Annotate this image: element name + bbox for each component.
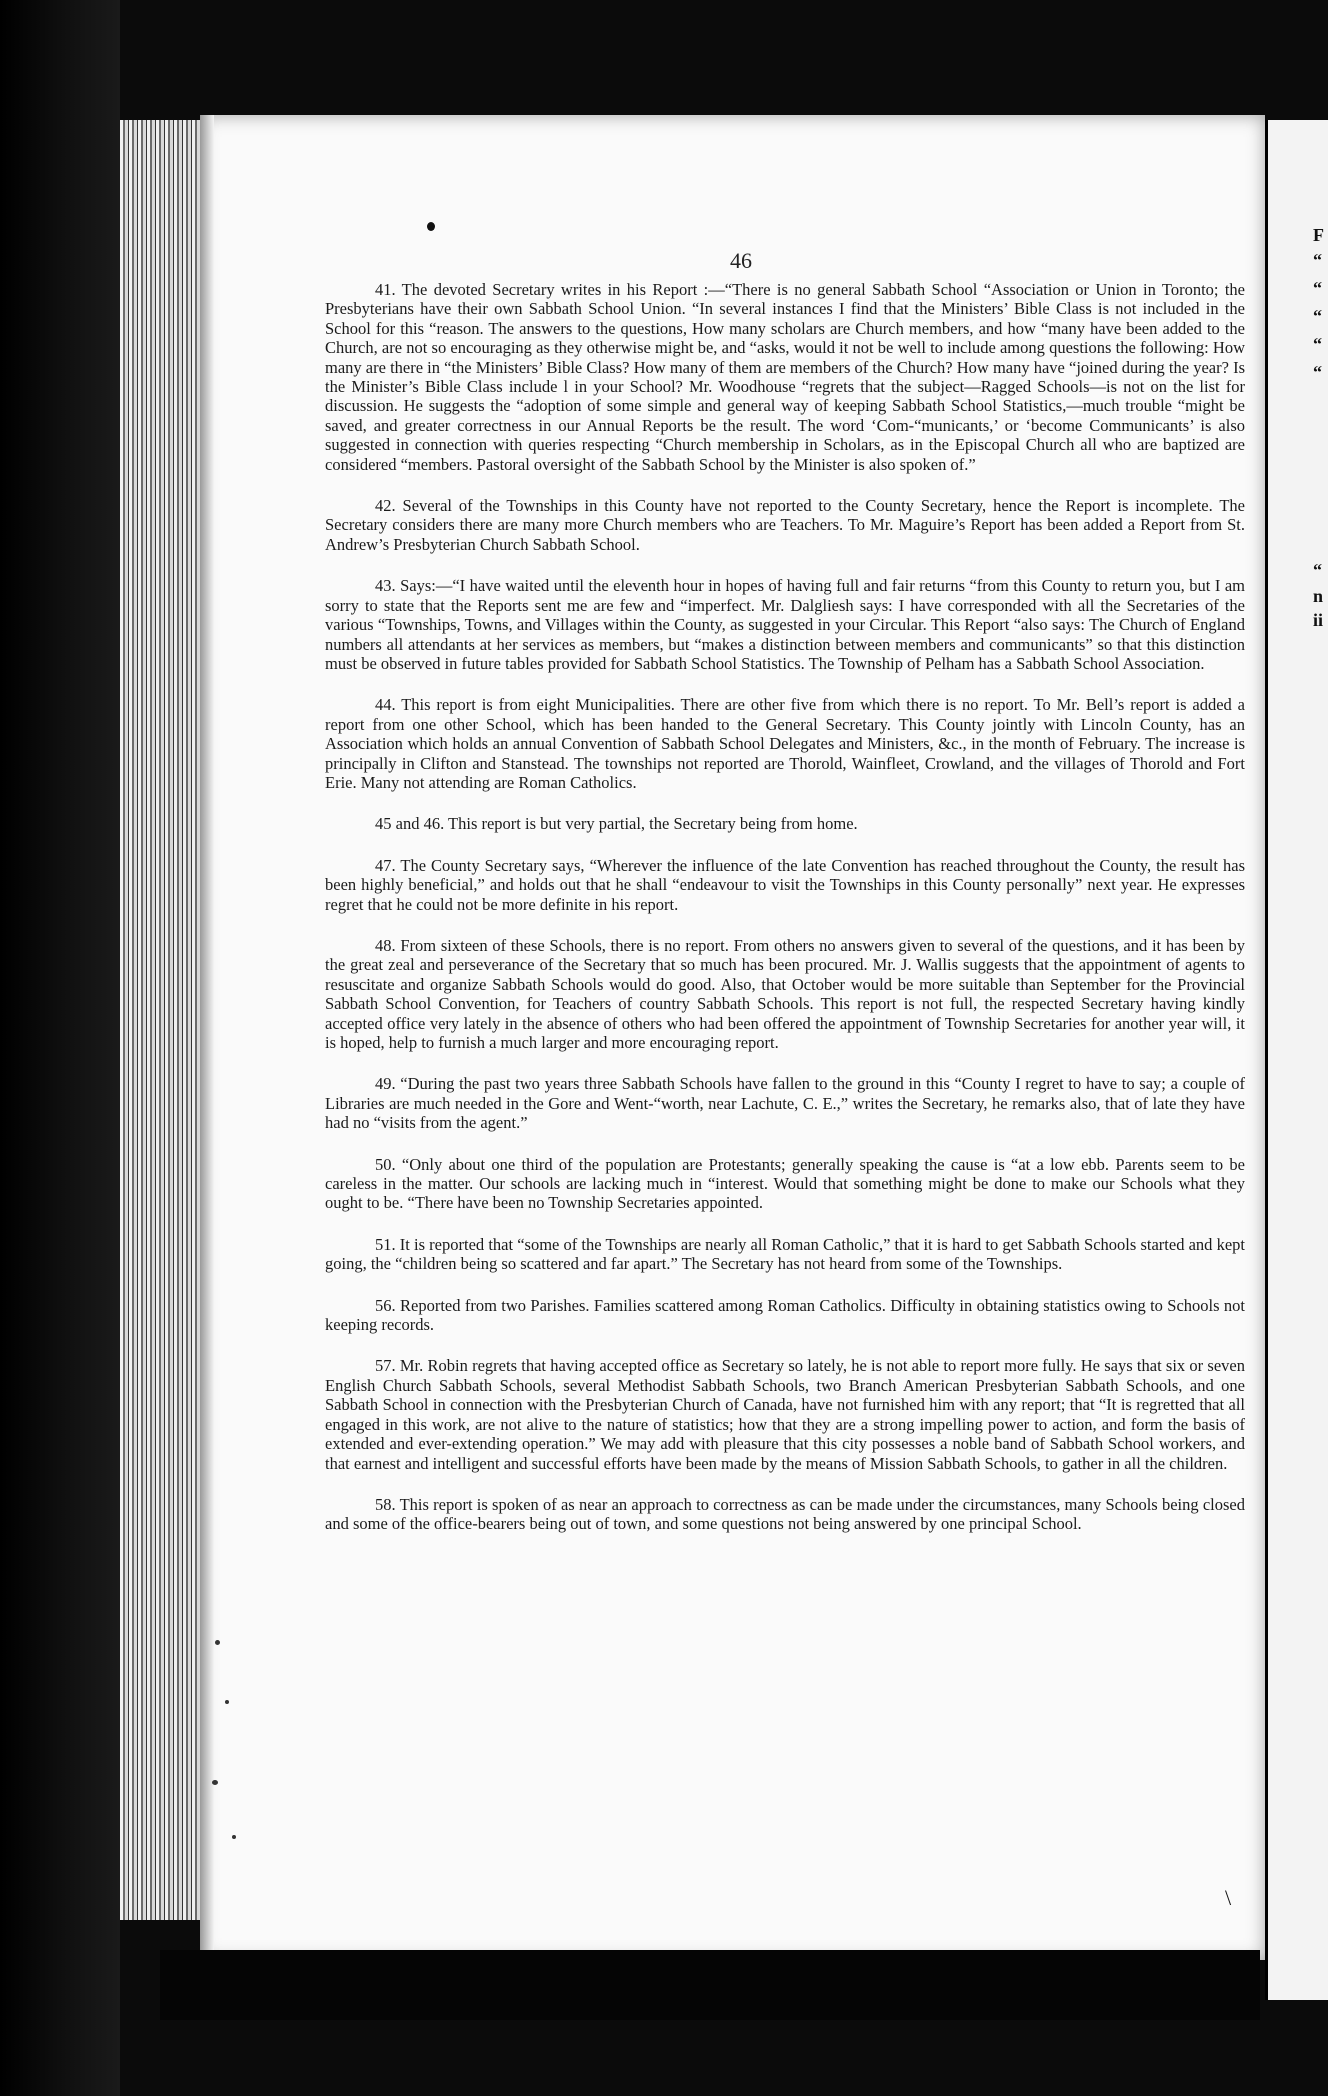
paragraph-45-46: 45 and 46. This report is but very partial, the Secretary being from home. — [375, 814, 858, 834]
paragraph-47: 47. The County Secretary says, “Wherever the influence of the late Convention has reached throughout the County, the result has been highly beneficial,” and holds out that he shall “endeavour to visit the Townships in this County personally” next year. He expresses regret that he could not be more definite in his report. — [325, 855, 1245, 914]
scan-dark-edge — [0, 0, 120, 2096]
paragraph-57: 57. Mr. Robin regrets that having accepted office as Secretary so lately, he is not able to report more fully. He says that six or seven English Church Sabbath Schools, several Methodist Sabbath Schools, two Branch American Presbyterian Sabbath Schools, and one Sabbath School in connection with the Presbyterian Church of Canada, have not furnished him with any report; that “It is regretted that all engaged in this work, are not alive to the nature of statistics; how that they are a strong impelling power to action, and form the basis of extended and ever-extending operation.” We may add with pleasure that this city possesses a noble band of Sabbath School workers, and that earnest and intelligent and successful efforts have been made by the means of Mission Sabbath Schools, to gather in all the children. — [325, 1356, 1245, 1473]
speck — [232, 1835, 236, 1839]
paragraph-48: 48. From sixteen of these Schools, there is no report. From others no answers given to several of the questions, and it has been by the great zeal and perseverance of the Secretary that so much has been procured. Mr. J. Wallis suggests that the appointment of agents to resuscitate and organize Sabbath Schools would do good. Also, that October would be more suitable than September for the Provincial Sabbath School Convention, for Teachers of country Sabbath Schools. This report is not full, the respected Secretary having kindly accepted office very lately in the absence of others who had been offered the appointment of Township Secretaries for another year will, it is hoped, help to furnish a much larger and more encouraging report. — [325, 935, 1245, 1052]
ink-dot — [427, 222, 435, 231]
speck — [215, 1640, 220, 1645]
fragment-3: “ — [1313, 278, 1322, 298]
adjacent-page-strip — [1265, 120, 1328, 2000]
fragment-1: F — [1313, 225, 1324, 245]
paragraph-44: 44. This report is from eight Municipalities. There are other five from which there is no report. To Mr. Bell’s report is added a report from one other School, which has been handed to the General Secretary. This County jointly with Lincoln County, has an Association which holds an annual Convention of Sabbath School Delegates and Ministers, &c., in the month of February. The increase is principally in Clifton and Stanstead. The townships not reported are Thorold, Wainfleet, Crowland, and the villages of Thorold and Fort Erie. Many not attending are Roman Catholics. — [325, 695, 1245, 792]
fragment-7: “ — [1313, 560, 1322, 580]
book-page-edges — [120, 120, 200, 1920]
fragment-5: “ — [1313, 334, 1322, 354]
page-gutter-shadow — [200, 115, 214, 1960]
speck — [225, 1700, 229, 1704]
page-number: 46 — [730, 248, 752, 273]
paragraph-58: 58. This report is spoken of as near an approach to correctness as can be made under the circumstances, many Schools being closed and some of the office-bearers being out of town, and some questions not being answered by one principal School. — [325, 1494, 1245, 1534]
fragment-4: “ — [1313, 306, 1322, 326]
scan-bottom-shadow — [160, 1950, 1260, 2020]
corner-mark: \ — [1225, 1885, 1232, 1910]
speck — [212, 1780, 218, 1785]
fragment-6: “ — [1313, 362, 1322, 382]
fragment-9: ii — [1313, 610, 1324, 630]
fragment-8: n — [1313, 586, 1324, 606]
paragraph-49: 49. “During the past two years three Sabbath Schools have fallen to the ground in this “County I regret to have to say; a couple of Libraries are much needed in the Gore and Went-“worth, near Lachute, C. E.,” writes the Secretary, he remarks also, that of late they have had no “visits from the agent.” — [325, 1074, 1245, 1133]
report-body — [325, 280, 1245, 1556]
paragraph-42: 42. Several of the Townships in this County have not reported to the County Secretary, hence the Report is incomplete. The Secretary considers there are many more Church members who are Teachers. To Mr. Maguire’s Report has been added a Report from St. Andrew’s Presbyterian Church Sabbath School. — [325, 496, 1245, 554]
paragraph-41: 41. The devoted Secretary writes in his Report :—“There is no general Sabbath School “Association or Union in Toronto; the Presbyterians have their own Sabbath School Union. “In several instances I find that the Ministers’ Bible Class is not included in the School for this “reason. The answers to the questions, How many scholars are Church members, and how “many have been added to the Church, are not so encouraging as they otherwise might be, and “asks, would it not be well to include among questions the following: How many are there in “the Ministers’ Bible Class? How many of them are members of the Church? How many have “joined during the year? Is the Minister’s Bible Class include l in your School? Mr. Woodhouse “regrets that the subject—Ragged Schools—is not on the list for discussion. He suggests the “adoption of some simple and general way of keeping Sabbath School Statistics,—much trouble “might be saved, and greater correctness in our Annual Reports be the result. The word ‘Com-“municants,’ or ‘become Communicants’ is also suggested in connection with queries respecting “Church membership in Scholars, as in the Episcopal Church all who are baptized are considered “members. Pastoral oversight of the Sabbath School by the Minister is also spoken of.” — [325, 280, 1245, 474]
fragment-2: “ — [1313, 250, 1322, 270]
paragraph-43: 43. Says:—“I have waited until the eleventh hour in hopes of having full and fair returns “from this County to return you, but I am sorry to state that the Reports sent me are few and “imperfect. Mr. Dalgliesh says: I have corresponded with all the Secretaries of the various “Townships, Towns, and Villages within the County, as suggested in your Circular. This Report “also says: The Church of England numbers all attendants at her services as members, but “makes a distinction between members and communicants” so that this distinction must be observed in future tables provided for Sabbath School Statistics. The Township of Pelham has a Sabbath School Association. — [325, 576, 1245, 673]
paragraph-56: 56. Reported from two Parishes. Families scattered among Roman Catholics. Difficulty in obtaining statistics owing to Schools not keeping records. — [325, 1295, 1245, 1335]
paragraph-51: 51. It is reported that “some of the Townships are nearly all Roman Catholic,” that it is hard to get Sabbath Schools started and kept going, the “children being so scattered and far apart.” The Secretary has not heard from some of the Townships. — [325, 1234, 1245, 1274]
paragraph-50: 50. “Only about one third of the population are Protestants; generally speaking the cause is “at a low ebb. Parents seem to be careless in the matter. Our schools are lacking much in “interest. Would that something might be done to make our Schools what they ought to be. “There have been no Township Secretaries appointed. — [325, 1154, 1245, 1213]
